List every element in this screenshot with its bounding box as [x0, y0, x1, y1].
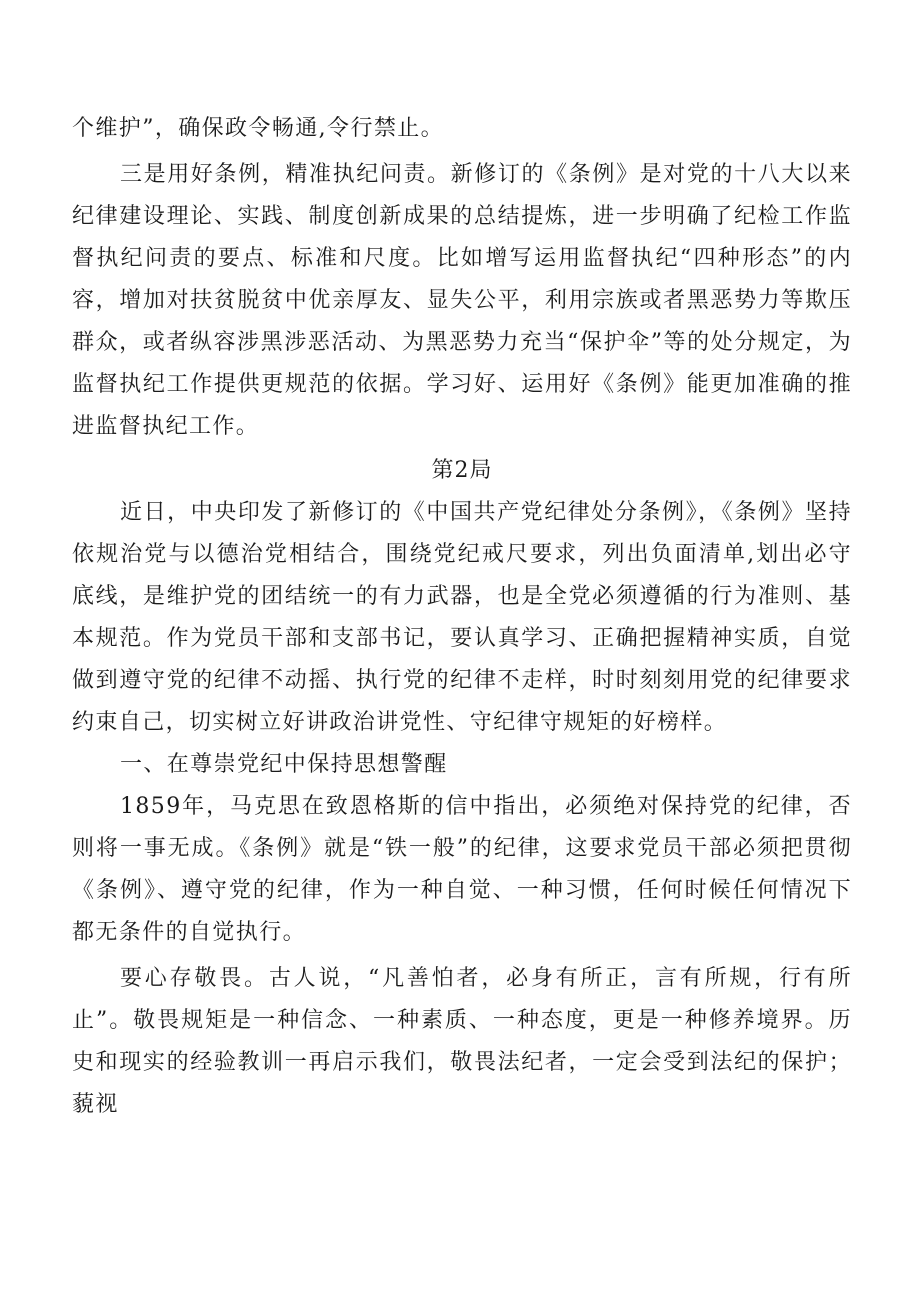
paragraph-marx: 1859年，马克思在致恩格斯的信中指出，必须绝对保持党的纪律，否则将一事无成。《条例》就是“铁一般”的纪律，这要求党员干部必须把贯彻《条例》、遵守党的纪律，作为一种自觉、一种习惯，任何时候任何情况下都无条件的自觉执行。 — [72, 794, 852, 945]
paragraph-intro: 近日，中央印发了新修订的《中国共产党纪律处分条例》，《条例》坚持依规治党与以德治党相结合，围绕党纪戒尺要求，列出负面清单,划出必守底线，是维护党的团结统一的有力武器，也是全党必须遵循的行为准则、基本规范。作为党员干部和支部书记，要认真学习、正确把握精神实质，自觉做到遵守党的纪律不动摇、执行党的纪律不走样，时时刻刻用党的纪律要求约束自己，切实树立好讲政治讲党性、守纪律守规矩的好榜样。 — [72, 500, 852, 735]
paragraph-reverence: 要心存敬畏。古人说，“凡善怕者，必身有所正，言有所规，行有所止”。敬畏规矩是一种信念、一种素质、一种态度，更是一种修养境界。历史和现实的经验教训一再启示我们，敬畏法纪者，一定会受到法纪的保护；藐视 — [72, 966, 852, 1117]
paragraph-continued: 个维护”，确保政令畅通,令行禁止。 — [72, 116, 445, 141]
subsection-title: 一、在尊崇党纪中保持思想警醒 — [120, 752, 448, 777]
document-page — [72, 0, 852, 1126]
paragraph-use-regulations: 三是用好条例，精准执纪问责。新修订的《条例》是对党的十八大以来纪律建设理论、实践、制度创新成果的总结提炼，进一步明确了纪检工作监督执纪问责的要点、标准和尺度。比如增写运用监督执纪“四种形态”的内容，增加对扶贫脱贫中优亲厚友、显失公平，利用宗族或者黑恶势力等欺压群众，或者纵容涉黑涉恶活动、为黑恶势力充当“保护伞”等的处分规定，为监督执纪工作提供更规范的依据。学习好、运用好《条例》能更加准确的推进监督执纪工作。 — [72, 162, 852, 439]
section-heading: 第2局 — [431, 458, 493, 483]
